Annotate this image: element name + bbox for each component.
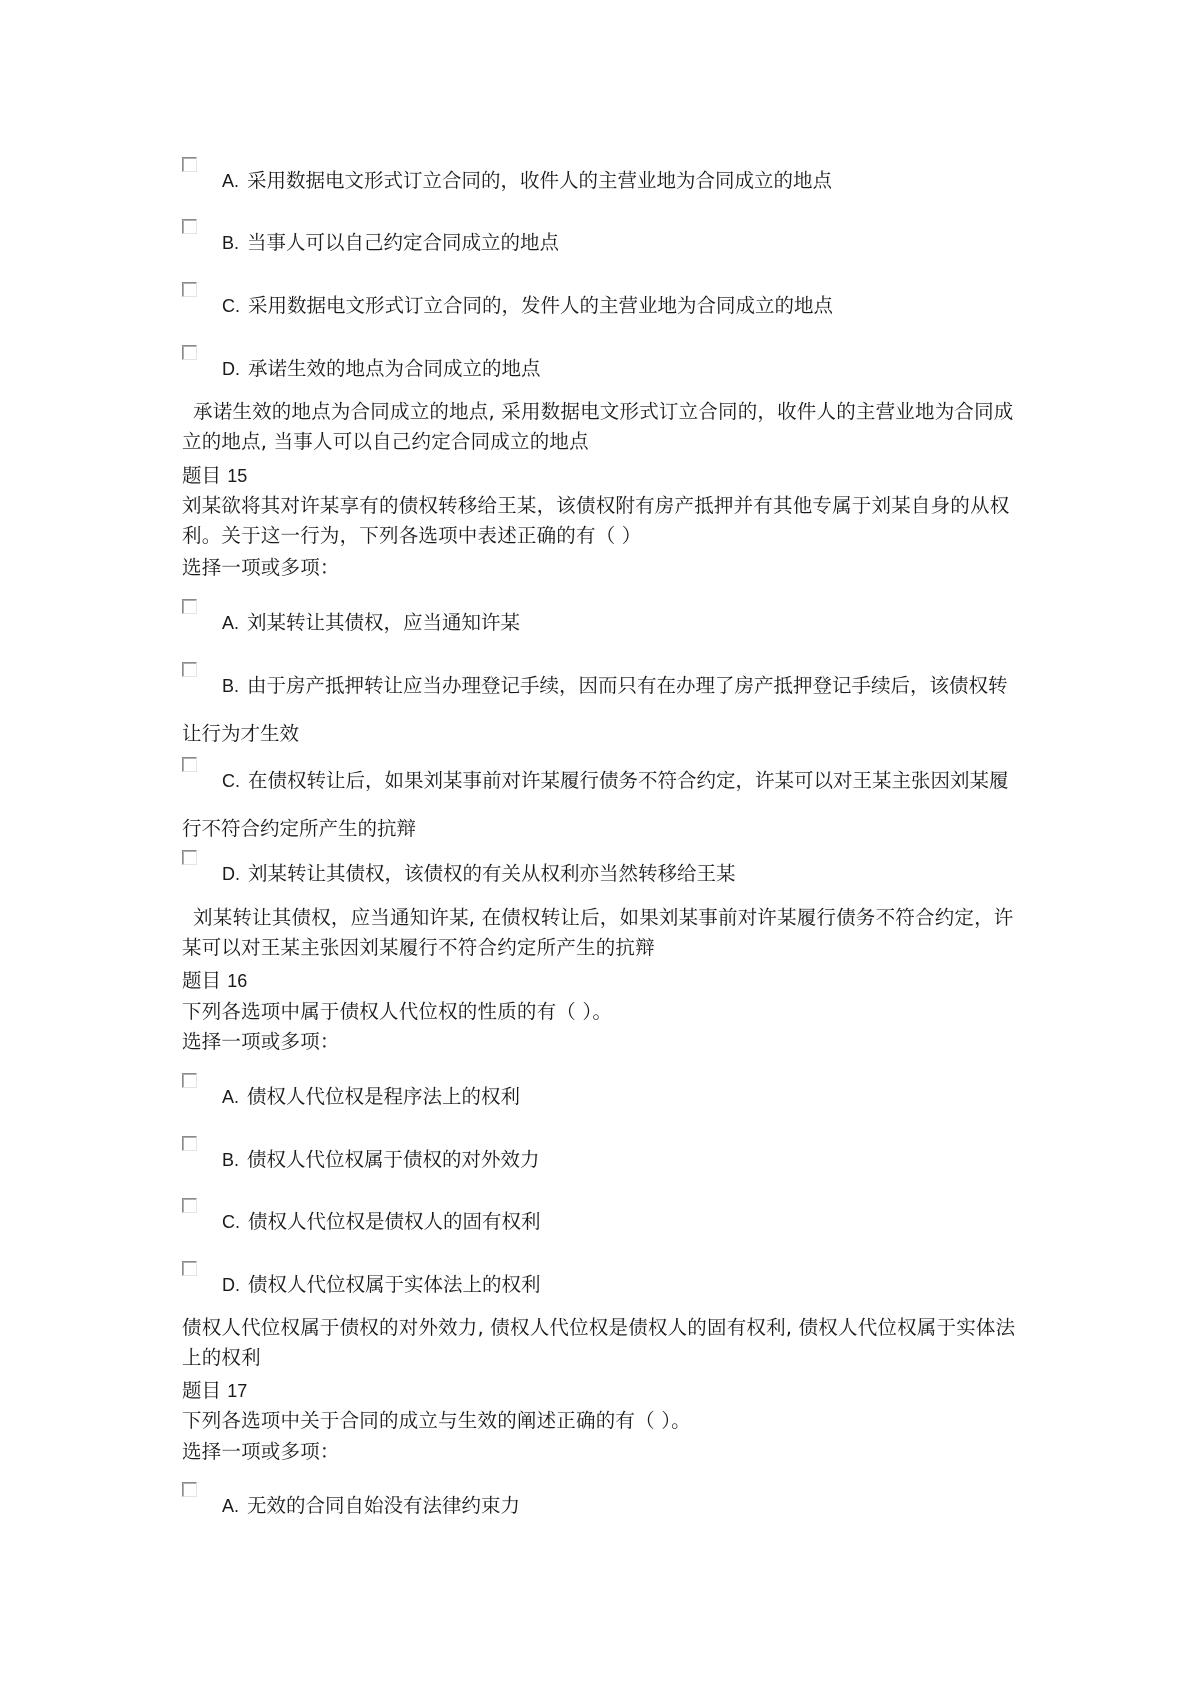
question-stem: 下列各选项中属于债权人代位权的性质的有（ ）。 [182,1000,613,1023]
question-title [182,966,247,996]
prev-option-a[interactable] [182,166,1022,196]
prev-answer: 承诺生效的地点为合同成立的地点, 采用数据电文形式订立合同的，收件人的主营业地为合同成立的地点, 当事人可以自己约定合同成立的地点 [182,400,1014,453]
option-text: 采用数据电文形式订立合同的，发件人的主营业地为合同成立的地点 [248,294,834,317]
checkbox[interactable] [182,850,197,865]
option-letter: A. [222,613,240,633]
question-number: 15 [227,466,248,486]
option-letter: C. [222,296,240,316]
question-stem: 刘某欲将其对许某享有的债权转移给王某，该债权附有房产抵押并有其他专属于刘某自身的从权利。关于这一行为，下列各选项中表述正确的有（ ） [182,494,1010,547]
option-letter: A. [222,1087,240,1107]
option-text: 承诺生效的地点为合同成立的地点 [248,357,541,380]
question-label: 题目 [182,464,222,487]
checkbox[interactable] [182,662,197,677]
question-label: 题目 [182,1379,222,1402]
option-letter: C. [222,1212,240,1232]
document-page [182,0,1022,1684]
q15-option-b[interactable] [182,662,1022,758]
option-letter: D. [222,864,240,884]
question-title [182,1376,247,1406]
option-text: 刘某转让其债权，该债权的有关从权利亦当然转移给王某 [248,862,736,885]
checkbox[interactable] [182,1073,197,1088]
q16-answer: 债权人代位权属于债权的对外效力, 债权人代位权是债权人的固有权利, 债权人代位权属于实体法上的权利 [182,1316,1016,1369]
option-letter: B. [222,1150,240,1170]
option-text: 由于房产抵押转让应当办理登记手续，因而只有在办理了房产抵押登记手续后，该债权转让行为才生效 [182,674,1008,745]
checkbox[interactable] [182,1198,197,1213]
checkbox[interactable] [182,1482,197,1497]
q16-option-c[interactable] [182,1207,1022,1237]
q16-option-a[interactable] [182,1082,1022,1112]
prev-option-d[interactable] [182,354,1022,384]
q17-option-a[interactable] [182,1491,1022,1521]
question-label: 题目 [182,969,222,992]
option-letter: B. [222,676,240,696]
q15-option-a[interactable] [182,608,1022,638]
option-text: 债权人代位权是债权人的固有权利 [248,1210,541,1233]
q15-option-d[interactable] [182,859,1022,889]
question-stem: 下列各选项中关于合同的成立与生效的阐述正确的有（ ）。 [182,1409,691,1432]
checkbox[interactable] [182,157,197,172]
option-text: 债权人代位权属于债权的对外效力 [247,1148,540,1171]
q16-option-d[interactable] [182,1270,1022,1300]
option-letter: D. [222,1275,240,1295]
q15-answer: 刘某转让其债权，应当通知许某, 在债权转让后，如果刘某事前对许某履行债务不符合约定，许某可以对王某主张因刘某履行不符合约定所产生的抗辩 [182,906,1014,959]
option-text: 债权人代位权属于实体法上的权利 [248,1273,541,1296]
prev-option-c[interactable] [182,291,1022,321]
option-letter: D. [222,359,240,379]
question-instruction: 选择一项或多项： [182,556,340,579]
option-text: 采用数据电文形式订立合同的，收件人的主营业地为合同成立的地点 [247,169,833,192]
option-letter: C. [222,771,240,791]
prev-option-b[interactable] [182,228,1022,258]
option-text: 债权人代位权是程序法上的权利 [247,1085,521,1108]
q15-option-c[interactable] [182,757,1022,853]
question-title [182,461,247,491]
option-text: 当事人可以自己约定合同成立的地点 [247,231,560,254]
question-instruction: 选择一项或多项： [182,1030,340,1053]
checkbox[interactable] [182,219,197,234]
option-text: 无效的合同自始没有法律约束力 [247,1494,521,1517]
question-number: 17 [227,1381,248,1401]
option-text: 刘某转让其债权，应当通知许某 [247,611,521,634]
option-letter: B. [222,233,240,253]
question-instruction: 选择一项或多项： [182,1440,340,1463]
q16-option-b[interactable] [182,1145,1022,1175]
checkbox[interactable] [182,1261,197,1276]
checkbox[interactable] [182,345,197,360]
checkbox[interactable] [182,1136,197,1151]
option-letter: A. [222,1496,240,1516]
option-text: 在债权转让后，如果刘某事前对许某履行债务不符合约定，许某可以对王某主张因刘某履行不符合约定所产生的抗辩 [182,769,1009,840]
question-number: 16 [227,971,248,991]
option-letter: A. [222,171,240,191]
checkbox[interactable] [182,757,197,772]
checkbox[interactable] [182,599,197,614]
checkbox[interactable] [182,282,197,297]
